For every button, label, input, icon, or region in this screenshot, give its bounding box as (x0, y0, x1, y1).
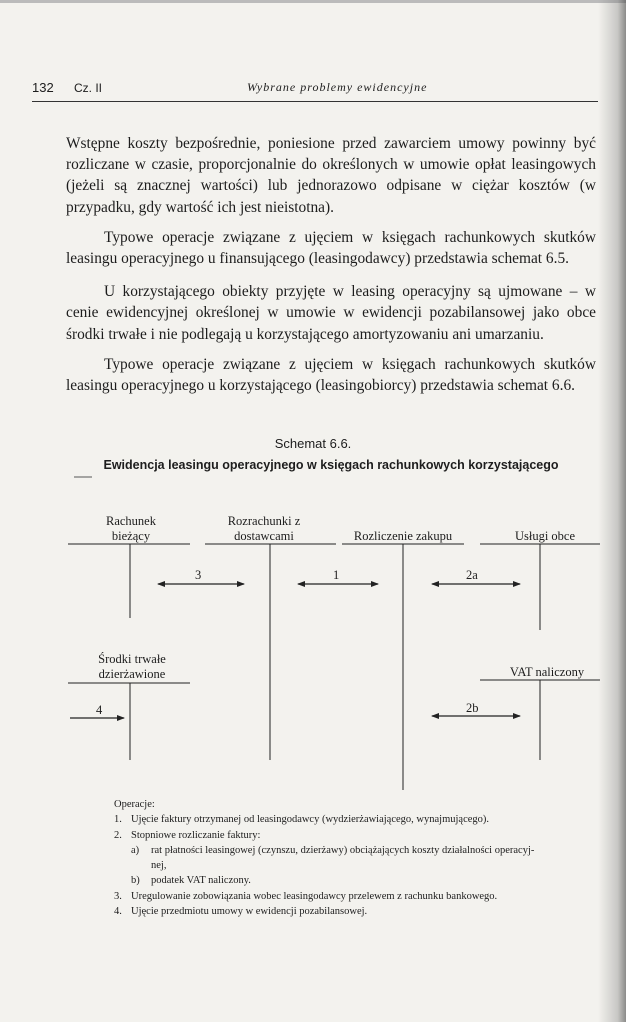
arrow-label-2a: 2a (466, 568, 478, 582)
operation-sub-label: b) (131, 875, 140, 887)
account-uslugi-obce: Usługi obce (514, 529, 576, 543)
arrow-label-3: 3 (195, 568, 202, 582)
operation-item (114, 904, 594, 919)
arrow-label-4: 4 (96, 703, 103, 717)
paragraph-3: U korzystającego obiekty przyjęte w leasing operacyjny są ujmowane – w cenie ewidencyjnej określonej w umowie w ewidencji pozabilansowej jako obce środki trwałe i nie podlegają u korzystającego amortyzowaniu ani umarzaniu. (66, 283, 596, 343)
operation-text: Uregulowanie zobowiązania wobec leasingodawcy przelewem z rachunku bankowego. (131, 890, 498, 902)
operation-sub-text: podatek VAT naliczony. (151, 875, 251, 887)
page-edge-shadow (598, 0, 626, 1022)
chapter-label: Cz. II (74, 81, 103, 95)
operation-item (114, 889, 594, 904)
operations-legend (114, 797, 594, 919)
operations-heading: Operacje: (114, 799, 155, 810)
schema-title: Ewidencja leasingu operacyjnego w księgach rachunkowych korzystającego (103, 458, 559, 472)
paragraph-1: Wstępne koszty bezpośrednie, poniesione przed zawarciem umowy powinny być rozliczane w czasie, proporcjonalnie do określonych w umowie opłat leasingowych (jeżeli są znacznej wartości) lub jednorazowo odpisane w ciężar kosztów (w przypadku, gdy wartość ich jest nieistotna). (66, 135, 596, 216)
operation-text: Stopniowe rozliczanie faktury: (131, 829, 261, 841)
operation-item (114, 828, 594, 843)
running-title: Wybrane problemy ewidencyjne (247, 80, 428, 94)
paragraph-2: Typowe operacje związane z ujęciem w księgach rachunkowych skutków leasingu operacyjnego u finansującego (leasingodawcy) przedstawia schemat 6.5. (66, 228, 596, 268)
operation-subitem-a (114, 843, 594, 858)
account-rachunek-biezacy: Rachunek bieżący (106, 514, 156, 543)
paragraph-4: Typowe operacje związane z ujęciem w księgach rachunkowych skutków leasingu operacyjnego u korzystającego (leasingobiorcy) przedstawia schemat 6.6. (66, 355, 596, 395)
arrow-label-1: 1 (333, 568, 340, 582)
arrow-label-2b: 2b (466, 701, 479, 715)
account-rozrachunki: Rozrachunki z dostawcami (227, 514, 301, 543)
account-srodki-trwale: Środki trwałe dzierżawione (98, 652, 166, 681)
account-vat-naliczony: VAT naliczony (509, 665, 585, 679)
operation-text: Ujęcie przedmiotu umowy w ewidencji pozabilansowej. (131, 906, 368, 918)
operation-number: 1. (114, 814, 122, 826)
operation-sub-label: a) (131, 844, 140, 856)
operation-sub-text: rat płatności leasingowej (czynszu, dzierżawy) obciążających koszty działalności operacyj- (151, 844, 535, 856)
operation-number: 4. (114, 906, 122, 918)
operation-number: 2. (114, 829, 122, 841)
operation-sub-continuation: nej, (151, 860, 167, 872)
page-number: 132 (32, 80, 54, 95)
schema-number: Schemat 6.6. (274, 436, 352, 451)
operation-number: 3. (114, 890, 122, 902)
account-rozliczenie-zakupu: Rozliczenie zakupu (353, 529, 453, 543)
operation-subitem-b (114, 873, 594, 888)
operation-text: Ujęcie faktury otrzymanej od leasingodawcy (wydzierżawiającego, wynajmującego). (131, 814, 490, 826)
operation-item (114, 812, 594, 827)
